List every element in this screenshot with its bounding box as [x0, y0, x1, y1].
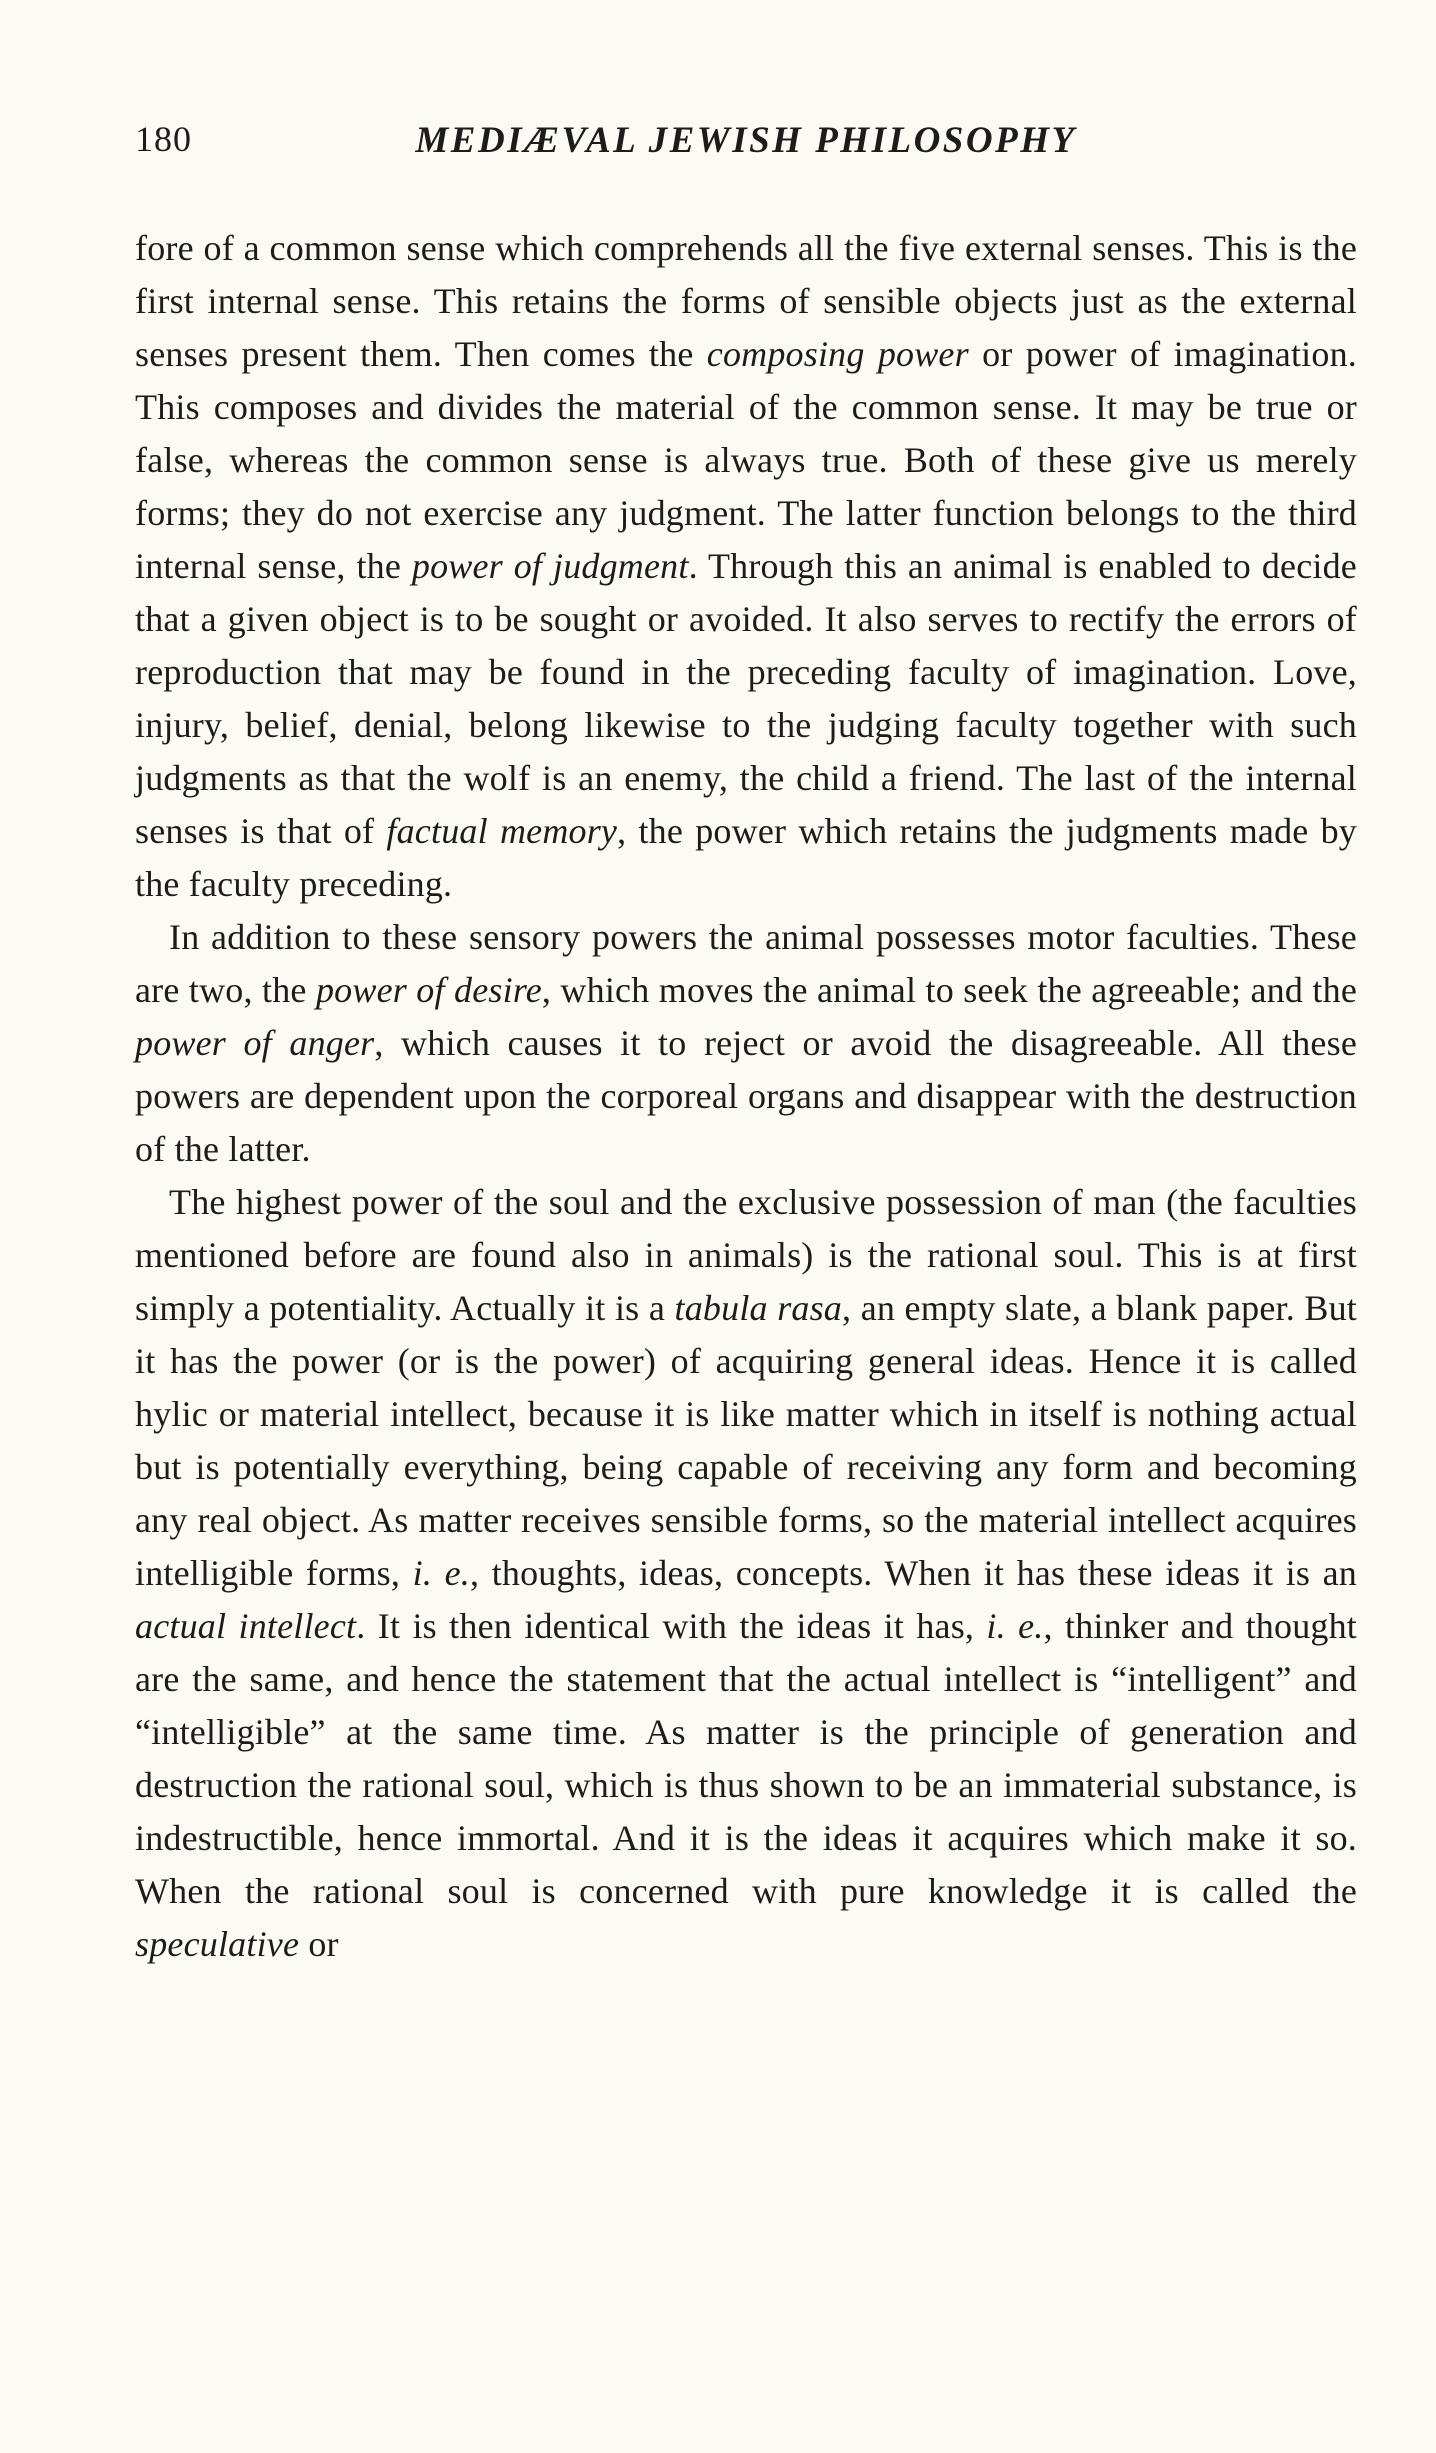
text-run: , thinker and thought are the same, and hence the statement that the actual intellect is “intelligent” and “intelligible” at the same time. As matter is the principle of generation and destruction the rational soul, which is thus shown to be an immaterial substance, is indestructible, hence immortal. And it is the ideas it acquires which make it so. When the rational soul is concerned with pure knowledge it is called the — [135, 1606, 1357, 1911]
text-run: In addition to these sensory powers the animal possesses motor faculties. These are two, the — [135, 917, 1357, 1010]
italic-text-run: speculative — [135, 1924, 300, 1964]
paragraph — [135, 1176, 1357, 1971]
italic-text-run: i. e. — [412, 1553, 470, 1593]
page-number: 180 — [135, 119, 192, 159]
text-run: , thoughts, ideas, concepts. When it has these ideas it is an — [469, 1553, 1357, 1593]
text-run: . It is then identical with the ideas it has, — [356, 1606, 987, 1646]
italic-text-run: i. e. — [986, 1606, 1044, 1646]
text-run: The highest power of the soul and the exclusive possession of man (the faculties mentioned before are found also in animals) is the rational soul. This is at first simply a potentiality. Actually it is a — [135, 1182, 1357, 1328]
text-run: fore of a common sense which comprehends all the five external senses. This is the first internal sense. This retains the forms of sensible objects just as the external senses present them. Then comes the — [135, 228, 1357, 374]
italic-text-run: factual memory — [386, 811, 618, 851]
text-run: or — [299, 1924, 339, 1964]
running-header-title: MEDIÆVAL JEWISH PHILOSOPHY — [415, 120, 1077, 161]
italic-text-run: power of desire — [315, 970, 542, 1010]
text-run: or power of imagination. This composes and divides the material of the common sense. It may be true or false, whereas the common sense is always true. Both of these give us merely forms; they do not exercise any judgment. The latter function belongs to the third internal sense, the — [135, 334, 1357, 586]
italic-text-run: tabula rasa — [674, 1288, 843, 1328]
italic-text-run: power of anger — [135, 1023, 375, 1063]
paragraph — [135, 222, 1357, 911]
italic-text-run: power of judgment — [411, 546, 689, 586]
italic-text-run: composing power — [706, 334, 969, 374]
page-body — [135, 222, 1357, 1971]
text-run: , an empty slate, a blank paper. But it has the power (or is the power) of acquiring general ideas. Hence it is called hylic or material intellect, because it is like matter which in itself is nothing actual but is potentially everything, being capable of receiving any form and becoming any real object. As matter receives sensible forms, so the material intellect acquires intelligible forms, — [135, 1288, 1357, 1593]
italic-text-run: actual intellect — [135, 1606, 357, 1646]
text-run: , which moves the animal to seek the agreeable; and the — [541, 970, 1357, 1010]
text-run: , which causes it to reject or avoid the disagreeable. All these powers are dependent upon the corporeal organs and disappear with the destruction of the latter. — [135, 1023, 1358, 1169]
text-run: . Through this an animal is enabled to decide that a given object is to be sought or avoided. It also serves to rectify the errors of reproduction that may be found in the preceding faculty of imagination. Love, injury, belief, denial, belong likewise to the judging faculty together with such judgments as that the wolf is an enemy, the child a friend. The last of the internal senses is that of — [135, 546, 1357, 851]
paragraph — [135, 911, 1357, 1176]
text-run: , the power which retains the judgments made by the faculty preceding. — [135, 811, 1358, 904]
page-header — [135, 112, 1357, 170]
